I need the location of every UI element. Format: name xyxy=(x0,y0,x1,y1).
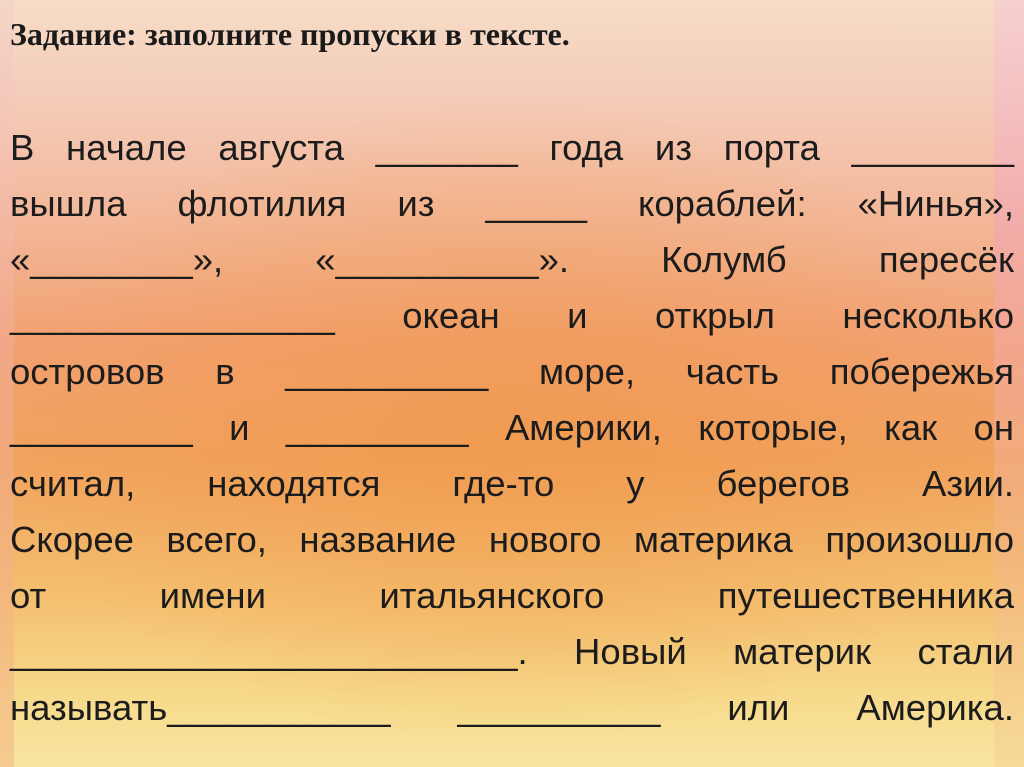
text-line-7: считал, находятся где-то у берегов Азии. xyxy=(10,463,1014,504)
text-line-4: ________________ океан и открыл несколько xyxy=(10,295,1014,336)
fill-in-text xyxy=(10,120,1014,736)
text-line-3: «________», «__________». Колумб пересёк xyxy=(10,239,1014,280)
text-line-11: называть___________ __________ или Америка. xyxy=(10,687,1014,728)
text-line-1: В начале августа _______ года из порта ________ xyxy=(10,127,1014,168)
text-line-6: _________ и _________ Америки, которые, как он xyxy=(10,407,1014,448)
text-line-10: _________________________. Новый материк стали xyxy=(10,631,1014,672)
task-title: Задание: заполните пропуски в тексте. xyxy=(10,16,570,52)
text-line-9: от имени итальянского путешественника xyxy=(10,575,1014,616)
text-line-2: вышла флотилия из _____ кораблей: «Нинья», xyxy=(10,183,1014,224)
text-line-8: Скорее всего, название нового материка произошло xyxy=(10,519,1014,560)
text-line-5: островов в __________ море, часть побережья xyxy=(10,351,1014,392)
